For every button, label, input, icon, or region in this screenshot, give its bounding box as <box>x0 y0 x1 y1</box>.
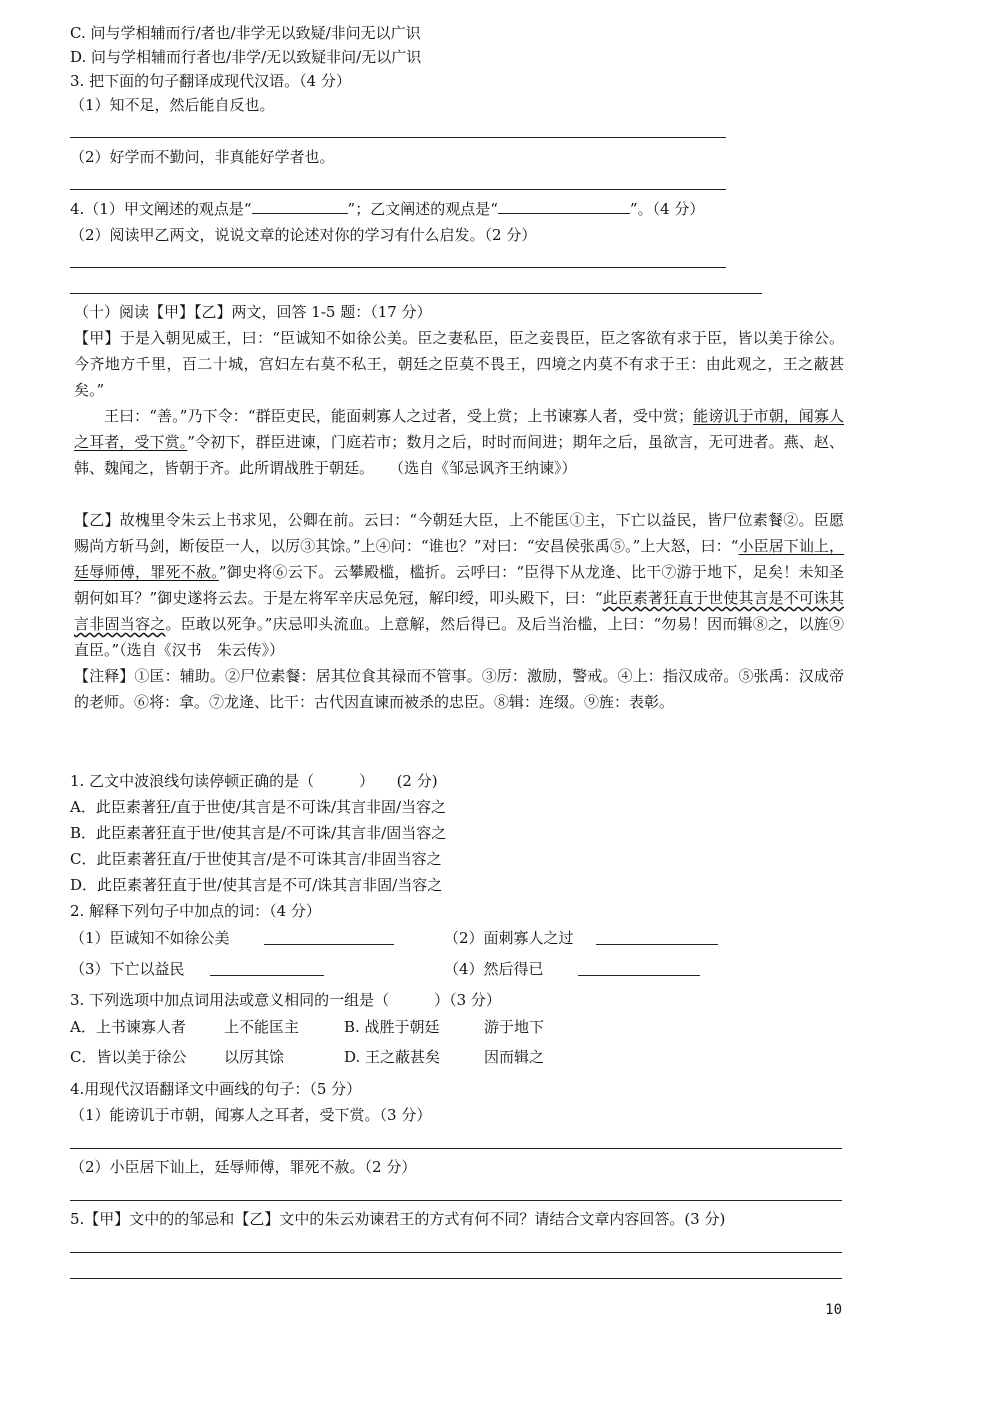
answer-line[interactable] <box>70 1278 842 1279</box>
q4-text-c: ”。（4 分） <box>629 200 705 218</box>
yi-text: 。臣敢以死争。”庆忌叩头流血。上意解，然后得已。及后当治槛，上曰：“勿易！因而辑⑧之，以旌⑨直臣。”（选自《汉书 朱云传》） <box>74 615 844 659</box>
question-3: 3. 把下面的句子翻译成现代汉语。（4 分） <box>70 72 351 90</box>
underlined-sentence: 小臣居下讪上，廷辱师傅，罪死不赦。 <box>74 537 845 581</box>
jia-text: 王曰：“善。”乃下令：“群臣吏民，能面刺寡人之过者，受上赏；上书谏寡人者，受中赏； <box>104 407 694 425</box>
blank[interactable] <box>578 975 700 976</box>
q3-option-d2: 因而辑之 <box>484 1048 545 1066</box>
q4-item-2: （2）小臣居下讪上，廷辱师傅，罪死不赦。（2 分） <box>70 1158 417 1176</box>
q3-option-c2: 以厉其馀 <box>224 1048 285 1066</box>
answer-line[interactable] <box>70 267 726 268</box>
answer-line[interactable] <box>70 1200 842 1201</box>
q3-option-a1[interactable]: A．上书谏寡人者 <box>70 1018 186 1036</box>
q4-item-1: （1）能谤讥于市朝，闻寡人之耳者，受下赏。（3 分） <box>70 1106 432 1124</box>
blank[interactable] <box>596 944 718 945</box>
question-4-1 <box>70 198 704 220</box>
q3-option-b2: 游于地下 <box>484 1018 545 1036</box>
yi-text: 【乙】故槐里令朱云上书求见，公卿在前。云曰：“今朝廷大臣，上不能匡①主，下亡以益民，皆尸位素餐②。臣愿赐尚方斩马剑，断佞臣一人，以厉③其馀。”上④问：“谁也？”对曰：“安昌侯张禹⑤。”上大怒，曰：“ <box>74 511 844 555</box>
q4-text-a: 4.（1）甲文阐述的观点是“ <box>70 200 252 218</box>
page-number: 10 <box>825 1302 842 1318</box>
passage-yi <box>74 507 844 715</box>
q2-item-3: （3）下亡以益民 <box>70 960 185 978</box>
answer-line[interactable] <box>70 189 726 190</box>
question-3-2: （2）好学而不勤问，非真能好学者也。 <box>70 148 335 166</box>
answer-line[interactable] <box>70 1252 842 1253</box>
q3-option-b1[interactable]: B. 战胜于朝廷 <box>344 1018 440 1036</box>
q1-option-a[interactable]: A．此臣素著狂/直于世使/其言是不可诛/其言非固/当容之 <box>70 798 447 816</box>
blank[interactable] <box>498 199 630 214</box>
q3-option-d1[interactable]: D. 王之蔽甚矣 <box>344 1048 441 1066</box>
option-d: D. 问与学相辅而行者也/非学/无以致疑非问/无以广识 <box>70 48 422 66</box>
q3-option-a2: 上不能匡主 <box>224 1018 300 1036</box>
notes: 【注释】①匡：辅助。②尸位素餐：居其位食其禄而不管事。③厉：激励，警戒。④上：指汉成帝。⑤张禹：汉成帝的老师。⑥将：拿。⑦龙逄、比干：古代因直谏而被杀的忠臣。⑧辑：连缀。⑨旌：表彰。 <box>74 667 844 711</box>
answer-line[interactable] <box>70 137 726 138</box>
question-3-1: （1）知不足，然后能自反也。 <box>70 96 275 114</box>
answer-line[interactable] <box>70 1148 842 1149</box>
q4-stem: 4.用现代汉语翻译文中画线的句子：（5 分） <box>70 1080 362 1098</box>
q1-option-b[interactable]: B．此臣素著狂直于世/使其言是/不可诛/其言非/固当容之 <box>70 824 447 842</box>
wavy-underlined-sentence: 此臣素著狂直于世使其言是不可诛其言非固当容之 <box>74 589 844 633</box>
jia-paragraph-2 <box>74 403 844 481</box>
answer-line[interactable] <box>70 293 762 294</box>
q5-stem: 5.【甲】文中的的邹忌和【乙】文中的朱云劝谏君王的方式有何不同？请结合文章内容回答。(3 分) <box>70 1210 726 1228</box>
q1-stem: 1. 乙文中波浪线句读停顿正确的是（ ） (2 分) <box>70 772 438 790</box>
yi-paragraph <box>74 507 844 663</box>
q3-stem: 3. 下列选项中加点词用法或意义相同的一组是（ ）（3 分） <box>70 991 501 1009</box>
q2-item-2: （2）面刺寡人之过 <box>444 929 574 947</box>
q2-stem: 2. 解释下列句子中加点的词：（4 分） <box>70 902 321 920</box>
q1-option-d[interactable]: D．此臣素著狂直于世/使其言是不可/诛其言非固/当容之 <box>70 876 443 894</box>
q4-text-b: ”；乙文阐述的观点是“ <box>347 200 498 218</box>
jia-paragraph-1: 【甲】于是入朝见威王，曰：“臣诚知不如徐公美。臣之妻私臣，臣之妾畏臣，臣之客欲有求于臣，皆以美于徐公。今齐地方千里，百二十城，宫妇左右莫不私王，朝廷之臣莫不畏王，四境之内莫不有求于王：由此观之，王之蔽甚矣。” <box>74 329 844 399</box>
q1-option-c[interactable]: C．此臣素著狂直/于世使其言/是不可诛其言/非固当容之 <box>70 850 442 868</box>
passage-jia <box>74 325 844 481</box>
question-4-2: （2）阅读甲乙两文，说说文章的论述对你的学习有什么启发。（2 分） <box>70 226 537 244</box>
q2-item-1: （1）臣诚知不如徐公美 <box>70 929 230 947</box>
q3-option-c1[interactable]: C．皆以美于徐公 <box>70 1048 187 1066</box>
blank[interactable] <box>210 975 324 976</box>
section-heading: （十）阅读【甲】【乙】两文，回答 1-5 题：（17 分） <box>74 303 432 321</box>
option-c: C. 问与学相辅而行/者也/非学无以致疑/非问无以广识 <box>70 24 421 42</box>
blank[interactable] <box>252 199 348 214</box>
jia-text: ”令初下，群臣进谏，门庭若市；数月之后，时时而间进；期年之后，虽欲言，无可进者。燕、赵、韩、魏闻之，皆朝于齐。此所谓战胜于朝廷。 （选自《邹忌讽齐王纳谏》） <box>74 433 844 477</box>
blank[interactable] <box>264 944 394 945</box>
yi-text: ”御史将⑥云下。云攀殿槛，槛折。云呼曰：“臣得下从龙逄、比干⑦游于地下，足矣！未知圣朝何如耳？”御史遂将云去。于是左将军辛庆忌免冠，解印绶，叩头殿下，曰：“ <box>74 563 844 607</box>
underlined-sentence: 能谤讥于市朝，闻寡人之耳者，受下赏。 <box>74 407 844 451</box>
q2-item-4: （4）然后得已 <box>444 960 544 978</box>
